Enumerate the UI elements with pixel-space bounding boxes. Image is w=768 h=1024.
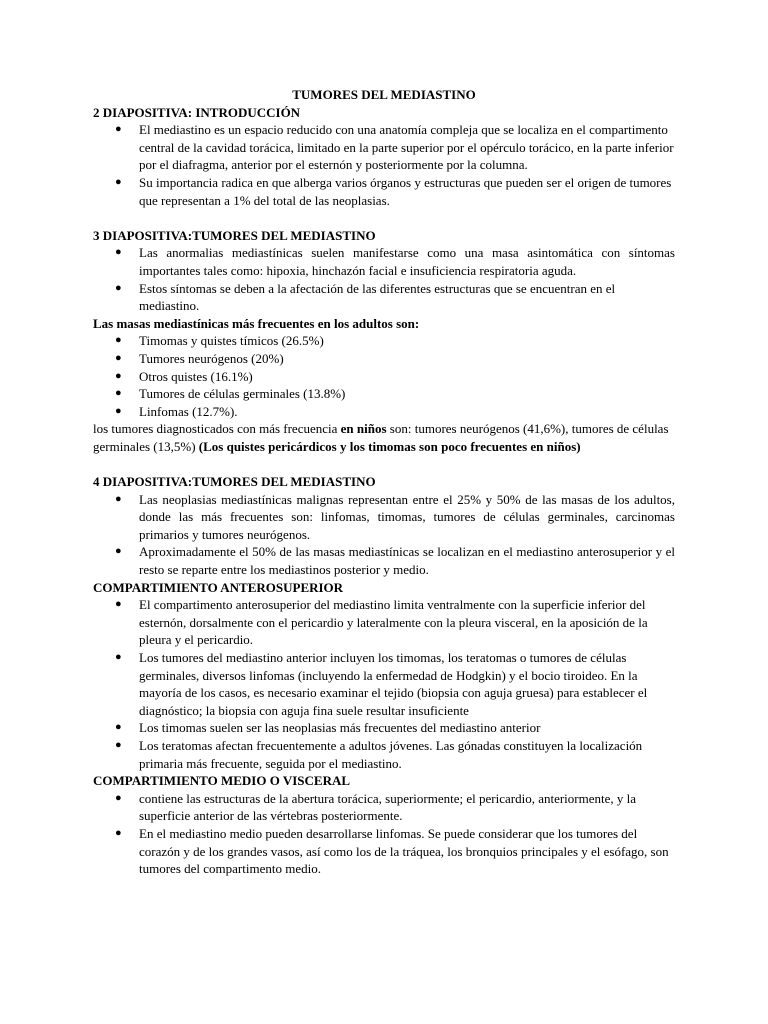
list-item [93, 825, 675, 878]
list-item [93, 403, 675, 421]
list-item [93, 596, 675, 649]
bullet-icon: ● [115, 369, 122, 382]
list-item-text: Estos síntomas se deben a la afectación de las diferentes estructuras que se encuentran en el mediastino. [139, 280, 616, 314]
bullet-icon: ● [115, 545, 122, 558]
bullet-icon: ● [115, 721, 122, 734]
list-item-text: Las neoplasias mediastínicas malignas representan entre el 25% y 50% de las masas de los adultos, donde las más frecuentes son: linfomas, timomas, tumores de células germinales, carcinomas primarios y tumores neurógenos. [139, 491, 675, 542]
list-item [93, 491, 675, 544]
children-text-2: son: tumores neurógenos (41,6%), tumores de células germinales (13,5%) [93, 421, 669, 454]
bullet-icon: ● [115, 598, 122, 611]
children-text-1: los tumores diagnosticados con más frecuencia [93, 421, 341, 437]
bullet-icon: ● [115, 175, 122, 188]
list-item [93, 368, 675, 386]
list-item [93, 244, 675, 279]
list-item-text: Las anormalias mediastínicas suelen manifestarse como una masa asintomática con síntomas importantes tales como: hipoxia, hinchazón facial e insuficiencia respiratoria aguda. [139, 245, 675, 278]
bullet-icon: ● [115, 651, 122, 663]
anterosuperior-heading: COMPARTIMIENTO ANTEROSUPERIOR [93, 579, 344, 595]
document-title: TUMORES DEL MEDIASTINO [292, 87, 476, 102]
list-item [93, 350, 675, 368]
list-item [93, 280, 675, 315]
children-bold-1: en niños [340, 421, 387, 437]
bullet-icon: ● [115, 246, 122, 259]
list-item [93, 719, 675, 737]
children-tumors-paragraph [93, 420, 675, 455]
medio-list [93, 790, 675, 878]
list-item [93, 790, 675, 825]
list-item-text: Otros quistes (16.1%) [139, 368, 253, 384]
bullet-icon: ● [115, 492, 122, 505]
section-3-heading: 3 DIAPOSITIVA:TUMORES DEL MEDIASTINO [93, 227, 376, 243]
children-bold-2: (Los quistes pericárdicos y los timomas son poco frecuentes en niños) [198, 438, 581, 454]
section-3-list [93, 244, 675, 314]
section-2-list [93, 121, 675, 209]
list-item [93, 737, 675, 772]
list-item [93, 385, 675, 403]
section-4-list [93, 491, 675, 579]
list-item-text: Timomas y quistes tímicos (26.5%) [139, 333, 324, 349]
adults-masses-list [93, 332, 675, 420]
list-item [93, 332, 675, 350]
list-item-text: Linfomas (12.7%). [139, 403, 238, 419]
list-item [93, 649, 675, 719]
list-item-text: El compartimento anterosuperior del mediastino limita ventralmente con la superficie inferior del esternón, dorsalmente con el pericardio y lateralmente con la pleura visceral, en la aposición de la pleura y el pericardio. [139, 597, 648, 648]
list-item-text: Los tumores del mediastino anterior incluyen los timomas, los teratomas o tumores de células germinales, diversos linfomas (incluyendo la enfermedad de Hodgkin) y el bocio tiroideo. En la mayoría de los casos, es necesario examinar el tejido (biopsia con aguja gruesa) para establecer el diagnóstico; la biopsia con aguja fina suele resultar insuficiente [139, 650, 648, 718]
document-page [93, 86, 675, 878]
list-item-text: Tumores neurógenos (20%) [139, 350, 284, 366]
list-item [93, 121, 675, 174]
medio-heading: COMPARTIMIENTO MEDIO O VISCERAL [93, 773, 351, 789]
anterosuperior-list [93, 596, 675, 772]
list-item-text: Aproximadamente el 50% de las masas mediastínicas se localizan en el mediastino anterosuperior y el resto se reparte entre los mediastinos posterior y medio. [139, 544, 675, 578]
list-item [93, 543, 675, 578]
bullet-icon: ● [115, 334, 122, 347]
bullet-icon: ● [115, 387, 122, 400]
list-item-text: Su importancia radica en que alberga varios órganos y estructuras que pueden ser el origen de tumores que representan a 1% del total de las neoplasias. [139, 174, 672, 208]
list-item-text: En el mediastino medio pueden desarrollarse linfomas. Se puede considerar que los tumores del corazón y de los grandes vasos, así como los de la tráquea, los bronquios principales y el esófago, son tumores del compartimento medio. [139, 825, 669, 877]
bullet-icon: ● [115, 351, 122, 364]
bullet-icon: ● [115, 738, 122, 751]
list-item-text: Los timomas suelen ser las neoplasias más frecuentes del mediastino anterior [139, 720, 541, 736]
section-2-heading: 2 DIAPOSITIVA: INTRODUCCIÓN [93, 104, 301, 120]
bullet-icon: ● [115, 826, 122, 839]
list-item-text: El mediastino es un espacio reducido con una anatomía compleja que se localiza en el compartimento central de la cavidad torácica, limitado en la parte superior por el opérculo torácico, en la parte inferior por el diafragma, anterior por el esternón y posteriormente por la columna. [139, 122, 674, 173]
list-item-text: contiene las estructuras de la abertura torácica, superiormente; el pericardio, anteriormente, y la superficie anterior de las vértebras posteriormente. [139, 790, 637, 824]
bullet-icon: ● [115, 123, 122, 136]
section-4-heading: 4 DIAPOSITIVA:TUMORES DEL MEDIASTINO [93, 474, 376, 490]
list-item-text: Los teratomas afectan frecuentemente a adultos jóvenes. Las gónadas constituyen la localización primaria más frecuente, seguida por el mediastino. [139, 737, 643, 771]
adults-masses-heading: Las masas mediastínicas más frecuentes en los adultos son: [93, 315, 420, 331]
bullet-icon: ● [115, 791, 122, 804]
list-item-text: Tumores de células germinales (13.8%) [139, 386, 346, 402]
list-item [93, 174, 675, 209]
bullet-icon: ● [115, 404, 122, 417]
bullet-icon: ● [115, 281, 122, 294]
